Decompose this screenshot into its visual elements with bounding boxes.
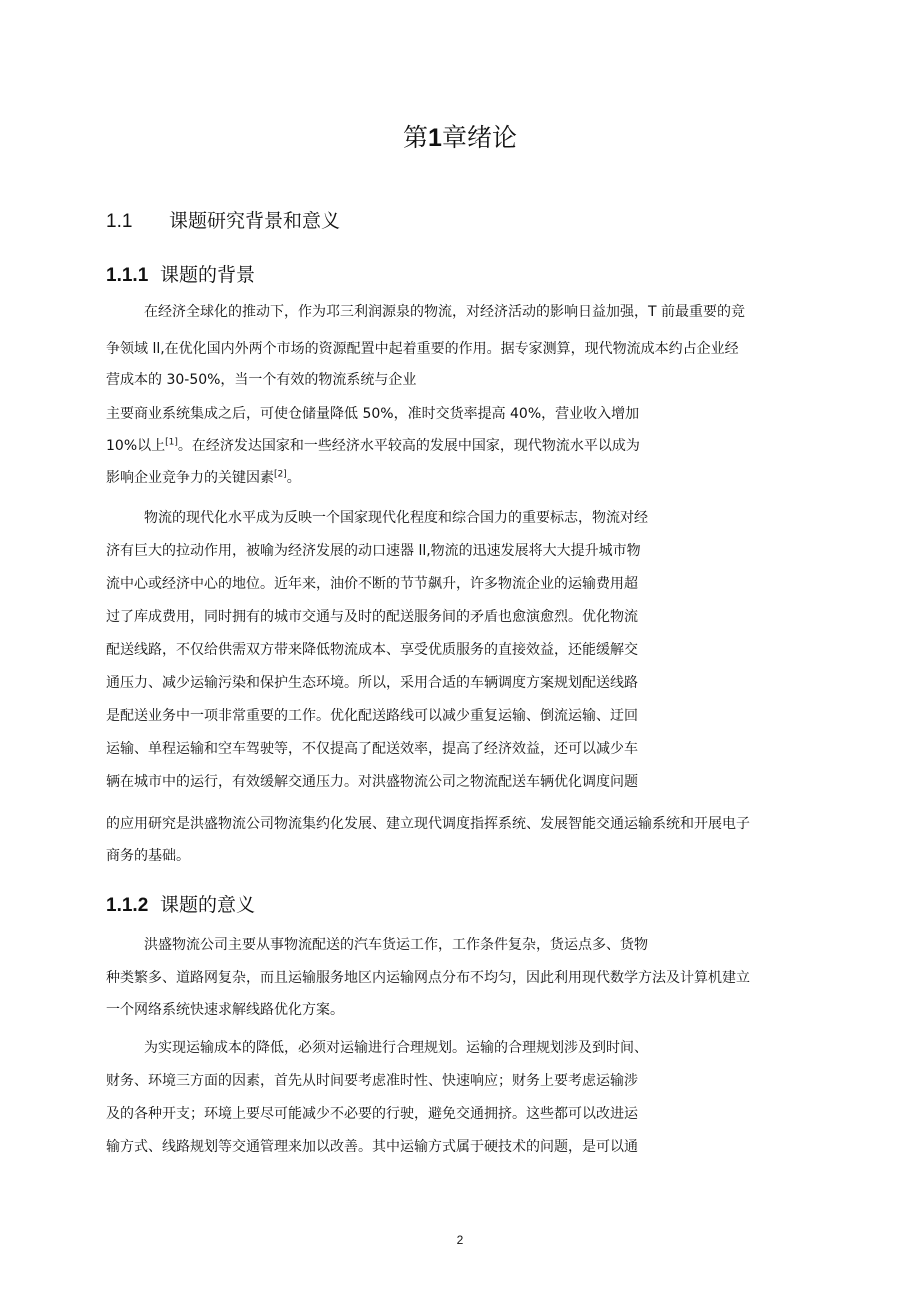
paragraph-line: 输方式、线路规划等交通管理来加以改善。其中运输方式属于硬技术的问题，是可以通 — [106, 1139, 638, 1155]
paragraph-line: 是配送业务中一项非常重要的工作。优化配送路线可以减少重复运输、倒流运输、迂回 — [106, 708, 638, 724]
paragraph-line: 及的各种开支；环境上要尽可能减少不必要的行驶，避免交通拥挤。这些都可以改进运 — [106, 1106, 638, 1122]
line-text: 10%以上 — [106, 438, 166, 454]
section-title: 课题研究背景和意义 — [169, 210, 341, 232]
paragraph-line: 商务的基础。 — [106, 848, 190, 864]
subsection-title: 课题的背景 — [160, 264, 256, 286]
chapter-suffix: 章绪论 — [441, 123, 517, 152]
subsection-number: 1.1.1 — [106, 265, 149, 286]
paragraph-line: 辆在城市中的运行，有效缓解交通压力。对洪盛物流公司之物流配送车辆优化调度问题 — [106, 774, 638, 790]
line-text: 影响企业竞争力的关键因素 — [106, 470, 274, 486]
subsection-heading-1-1-1 — [106, 260, 255, 287]
subsection-title: 课题的意义 — [160, 894, 256, 916]
section-heading-1-1 — [106, 206, 340, 233]
paragraph-line: 争领域 ll,在优化国内外两个市场的资源配置中起着重要的作用。据专家测算，现代物流成本约占企业经 — [106, 341, 739, 357]
paragraph-line: 济有巨大的拉动作用，被喻为经济发展的动口速器 ll,物流的迅速发展将大大提升城市物 — [106, 543, 641, 559]
paragraph-line: 物流的现代化水平成为反映一个国家现代化程度和综合国力的重要标志，物流对经 — [144, 510, 648, 526]
line-text: 。在经济发达国家和一些经济水平较高的发展中国家，现代物流水平以成为 — [177, 438, 640, 454]
paragraph-line: 主要商业系统集成之后，可使仓储量降低 50%，准时交货率提高 40%，营业收入增加 — [106, 406, 640, 422]
paragraph-line: 种类繁多、道路网复杂，而且运输服务地区内运输网点分布不均匀，因此利用现代数学方法及计算机建立 — [106, 970, 750, 986]
paragraph-line: 通压力、减少运输污染和保护生态环境。所以，采用合适的车辆调度方案规划配送线路 — [106, 675, 638, 691]
paragraph-line: 为实现运输成本的降低，必须对运输进行合理规划。运输的合理规划涉及到时间、 — [144, 1040, 648, 1056]
paragraph-line: 一个网络系统快速求解线路优化方案。 — [106, 1002, 344, 1018]
paragraph-line: 配送线路，不仅给供需双方带来降低物流成本、享受优质服务的直接效益，还能缓解交 — [106, 642, 638, 658]
section-number: 1.1 — [106, 211, 133, 232]
chapter-number: 1 — [428, 124, 442, 152]
paragraph-line: 过了库成费用，同时拥有的城市交通与及时的配送服务间的矛盾也愈演愈烈。优化物流 — [106, 609, 638, 625]
line-text: 。 — [286, 470, 301, 486]
paragraph-line: 财务、环境三方面的因素，首先从时间要考虑准时性、快速响应；财务上要考虑运输涉 — [106, 1073, 638, 1089]
citation-2[interactable]: [2] — [274, 469, 287, 480]
chapter-title — [0, 118, 920, 154]
subsection-heading-1-1-2 — [106, 890, 255, 917]
paragraph-line — [106, 438, 640, 454]
chapter-prefix: 第 — [403, 123, 429, 152]
paragraph-line — [106, 470, 301, 486]
paragraph-line: 运输、单程运输和空车驾驶等，不仅提高了配送效率，提高了经济效益，还可以减少车 — [106, 741, 638, 757]
citation-1[interactable]: [1] — [165, 437, 178, 448]
paragraph-line: 流中心或经济中心的地位。近年来，油价不断的节节飙升，许多物流企业的运输费用超 — [106, 576, 638, 592]
paragraph-line: 的应用研究是洪盛物流公司物流集约化发展、建立现代调度指挥系统、发展智能交通运输系统和开展电子 — [106, 816, 750, 832]
page-number: 2 — [456, 1233, 464, 1247]
paragraph-line: 洪盛物流公司主要从事物流配送的汽车货运工作，工作条件复杂，货运点多、货物 — [144, 937, 648, 953]
paragraph-line: 在经济全球化的推动下，作为邛三利润源泉的物流，对经济活动的影响日益加强，T 前最重要的竞 — [144, 304, 745, 320]
paragraph-line: 营成本的 30-50%，当一个有效的物流系统与企业 — [106, 372, 417, 388]
subsection-number: 1.1.2 — [106, 895, 149, 916]
